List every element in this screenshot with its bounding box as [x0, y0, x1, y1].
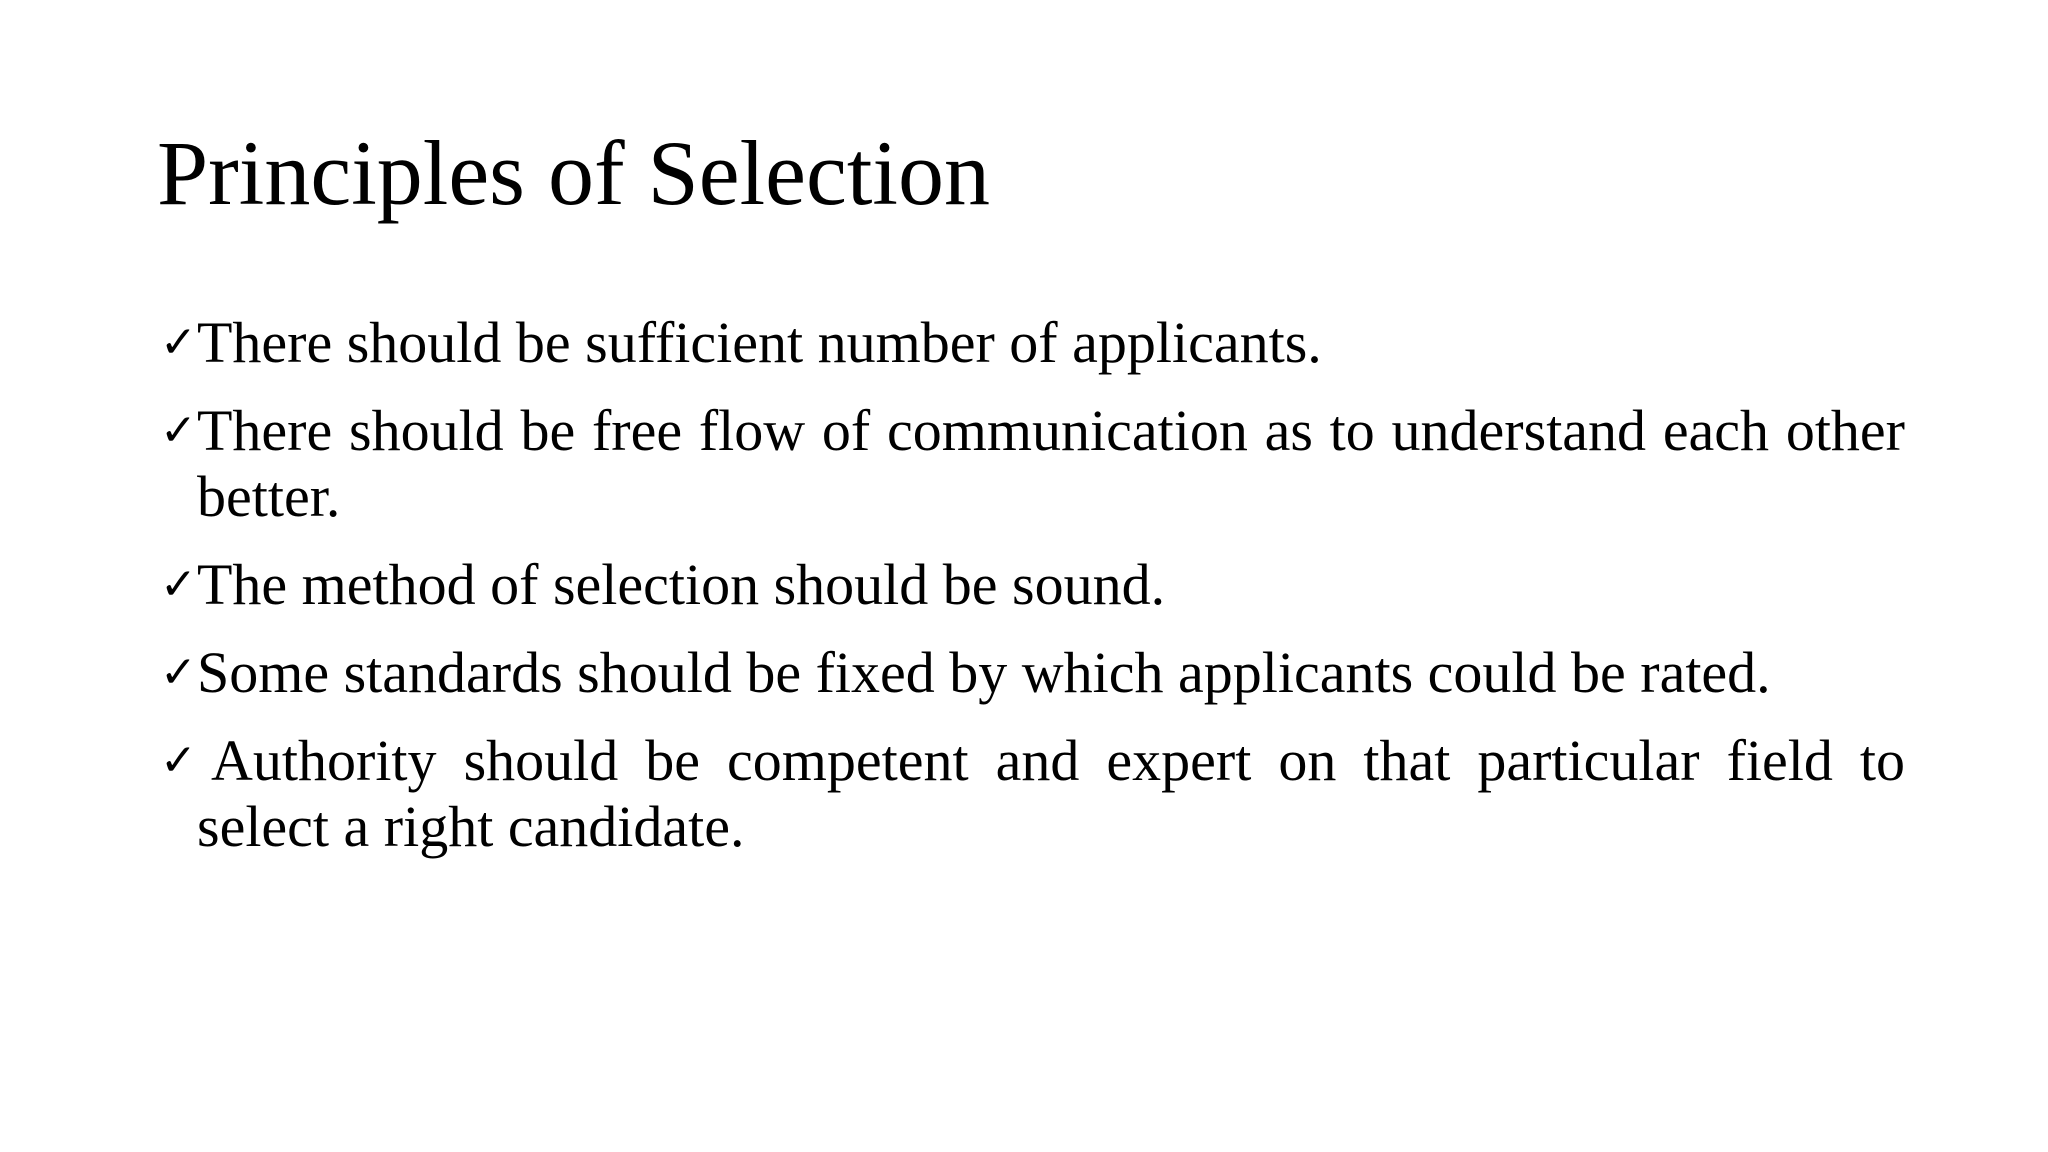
slide-title: Principles of Selection — [157, 122, 990, 224]
checkmark-icon: ✓ — [160, 559, 197, 610]
checkmark-icon: ✓ — [160, 647, 197, 698]
bullet-item — [160, 398, 1905, 530]
bullet-item — [160, 640, 1905, 706]
bullet-item — [160, 552, 1905, 618]
bullet-item — [160, 310, 1905, 376]
bullet-text: The method of selection should be sound. — [197, 552, 1166, 617]
bullet-text: Some standards should be fixed by which applicants could be rated. — [197, 640, 1771, 705]
checkmark-icon: ✓ — [160, 405, 197, 456]
bullet-text: There should be free flow of communication as to understand each other better. — [197, 398, 1905, 529]
checkmark-icon: ✓ — [160, 317, 197, 368]
bullet-text: Authority should be competent and expert on that particular field to select a right candidate. — [197, 728, 1905, 859]
checkmark-icon: ✓ — [160, 735, 197, 786]
bullet-list — [160, 310, 1905, 882]
bullet-text: There should be sufficient number of applicants. — [197, 310, 1322, 375]
bullet-item — [160, 728, 1905, 860]
